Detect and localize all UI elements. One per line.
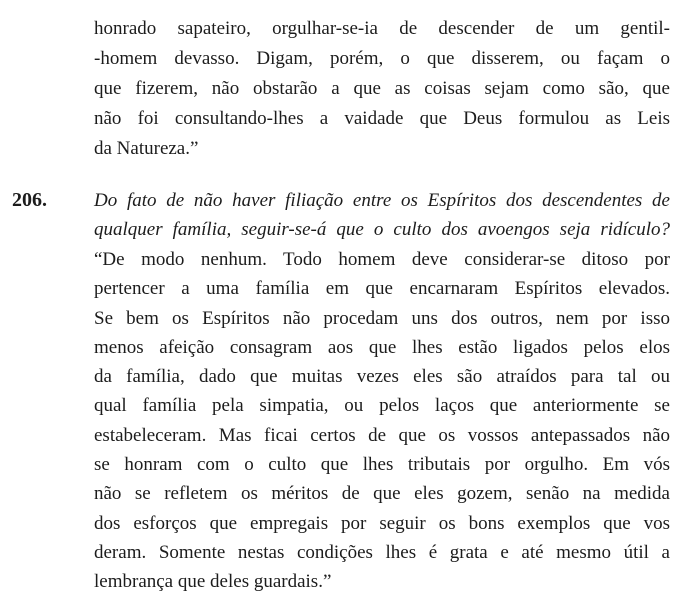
text-line: Se bem os Espíritos não procedam uns dos outros, nem por isso bbox=[94, 307, 670, 329]
text-line: lembrança que deles guardais.” bbox=[94, 571, 332, 593]
text-line: da Natureza.” bbox=[94, 138, 199, 159]
text-line: que fizerem, não obstarão a que as coisas sejam como são, que bbox=[94, 78, 670, 99]
text-line: dos esforços que empregais por seguir os bons exemplos que vos bbox=[94, 512, 670, 534]
text-line: não se refletem os méritos de que eles gozem, senão na medida bbox=[94, 483, 670, 505]
text-line: não foi consultando-lhes a vaidade que Deus formulou as Leis bbox=[94, 108, 670, 129]
answer-paragraph bbox=[94, 245, 670, 597]
text-line: se honram com o culto que lhes tributais por orgulho. Em vós bbox=[94, 454, 670, 476]
text-line: honrado sapateiro, orgulhar-se-ia de descender de um gentil- bbox=[94, 18, 670, 39]
question-text bbox=[94, 186, 670, 244]
text-line: deram. Somente nestas condições lhes é grata e até mesmo útil a bbox=[94, 541, 670, 563]
text-line: estabeleceram. Mas ficai certos de que os vossos antepassados não bbox=[94, 424, 670, 446]
text-line: qual família pela simpatia, ou pelos laços que anteriormente se bbox=[94, 395, 670, 417]
text-line: Do fato de não haver filiação entre os Espíritos dos descendentes de bbox=[94, 190, 670, 211]
text-line: pertencer a uma família em que encarnaram Espíritos elevados. bbox=[94, 278, 670, 300]
text-line: -homem devasso. Digam, porém, o que disserem, ou façam o bbox=[94, 48, 670, 69]
text-line: qualquer família, seguir-se-á que o culto dos avoengos seja ridículo? bbox=[94, 219, 670, 240]
question-number: 206. bbox=[12, 189, 47, 211]
body-paragraph bbox=[94, 14, 670, 164]
text-line: “De modo nenhum. Todo homem deve considerar-se ditoso por bbox=[94, 249, 670, 270]
text-line: da família, dado que muitas vezes eles são atraídos para tal ou bbox=[94, 366, 670, 388]
text-line: menos afeição consagram aos que lhes estão ligados pelos elos bbox=[94, 336, 670, 358]
